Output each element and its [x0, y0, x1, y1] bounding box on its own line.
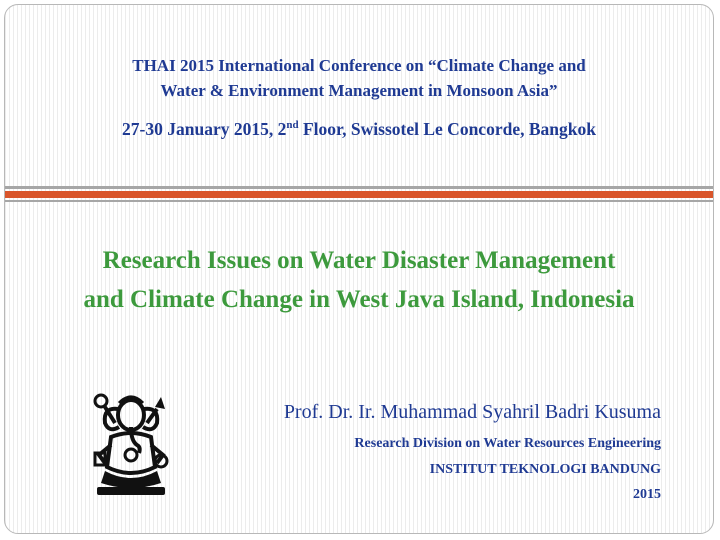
date-prefix: 27-30 January 2015, 2	[122, 119, 287, 139]
institution-name: INSTITUT TEKNOLOGI BANDUNG	[429, 462, 661, 477]
date-suffix: Floor, Swissotel Le Concorde, Bangkok	[298, 119, 596, 139]
conference-title-line-2: Water & Environment Management in Monsoon Asia”	[160, 81, 558, 100]
research-division: Research Division on Water Resources Engineering	[354, 436, 661, 451]
divider-accent	[5, 191, 713, 198]
date-superscript: nd	[286, 119, 299, 132]
presentation-year: 2015	[633, 487, 661, 502]
conference-title-line-1: THAI 2015 International Conference on “Climate Change and	[132, 56, 586, 75]
presentation-title-line-2: and Climate Change in West Java Island, Indonesia	[83, 286, 635, 313]
presentation-title-line-1: Research Issues on Water Disaster Management	[102, 247, 616, 274]
ganesha-logo-icon	[91, 389, 171, 499]
divider-bottom	[5, 200, 713, 202]
author-name: Prof. Dr. Ir. Muhammad Syahril Badri Kusuma	[283, 401, 661, 423]
header	[5, 5, 713, 185]
conference-date-venue	[5, 117, 713, 142]
slide	[4, 4, 714, 534]
divider-top	[5, 186, 713, 189]
